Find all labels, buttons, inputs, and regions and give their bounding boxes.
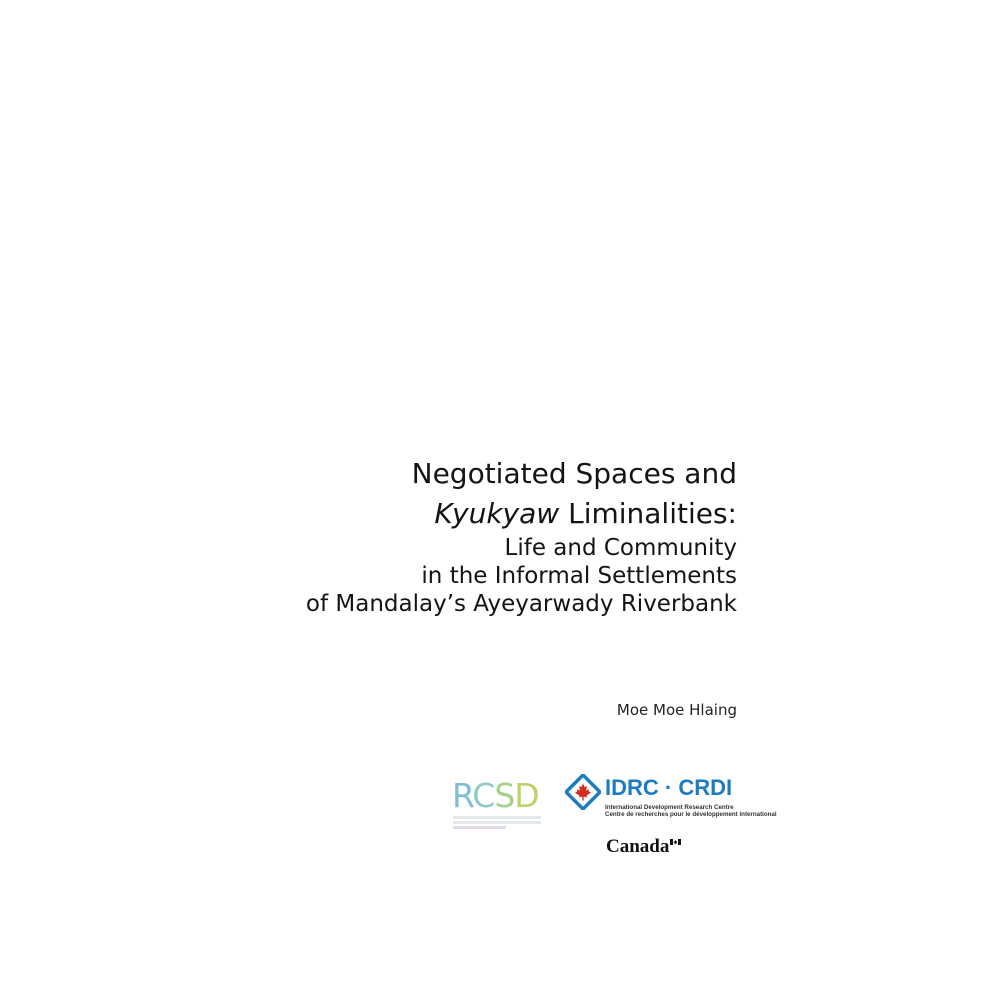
canada-text: Canada — [606, 836, 670, 857]
title-line-2-rest: Liminalities: — [559, 497, 737, 530]
rcsd-letter-s: S — [494, 776, 515, 815]
author-name: Moe Moe Hlaing — [616, 701, 737, 719]
title-block — [306, 454, 737, 618]
rcsd-letter-d: D — [514, 776, 539, 815]
title-italic-term: Kyukyaw — [434, 497, 560, 530]
rcsd-letter-r: R — [452, 776, 473, 815]
title-line-2 — [306, 494, 737, 534]
idrc-wordmark: IDRC · CRDI — [605, 775, 733, 800]
title-line-1: Negotiated Spaces and — [411, 457, 737, 490]
idrc-logo — [565, 774, 777, 824]
canada-wordmark — [606, 836, 681, 858]
idrc-subtitle-en: International Development Research Centre — [605, 804, 734, 811]
idrc-subtitle — [605, 804, 777, 818]
idrc-subtitle-fr: Centre de recherches pour le développement international — [605, 811, 777, 818]
subtitle-line-2: in the Informal Settlements — [421, 563, 737, 589]
rcsd-letter-c: C — [472, 776, 495, 815]
rcsd-logo — [452, 776, 542, 836]
subtitle-line-1: Life and Community — [504, 535, 737, 561]
subtitle-line-3: of Mandalay’s Ayeyarwady Riverbank — [305, 591, 737, 617]
idrc-maple-leaf-icon — [565, 774, 601, 810]
canada-flag-icon — [670, 839, 681, 845]
rcsd-fine-print — [453, 816, 541, 831]
rcsd-wordmark — [452, 776, 539, 816]
